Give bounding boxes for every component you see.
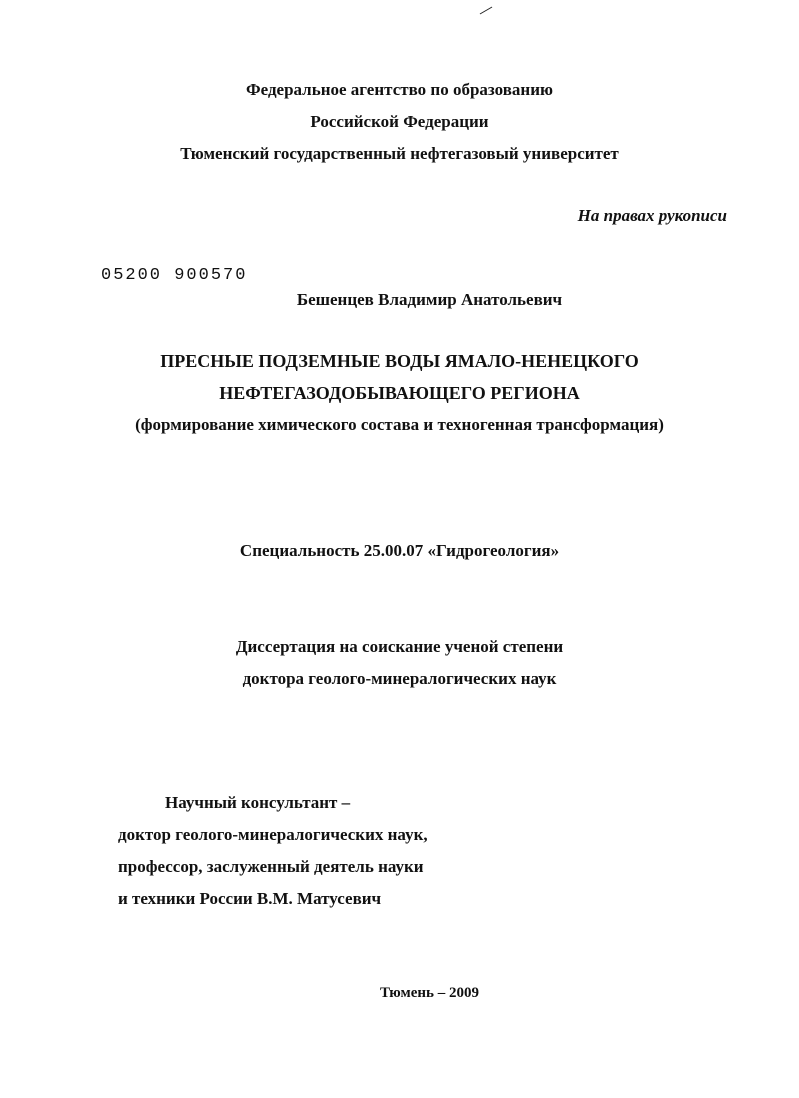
consultant-line-3: профессор, заслуженный деятель науки [118,857,424,876]
consultant-line-4: и техники России В.М. Матусевич [118,889,382,908]
dissertation-line-1: Диссертация на соискание ученой степени [235,637,564,656]
title-line-2: НЕФТЕГАЗОДОБЫВАЮЩЕГО РЕГИОНА [219,383,580,403]
title-subtitle: (формирование химического состава и техногенная трансформация) [135,415,664,434]
dissertation-line-2: доктора геолого-минералогических наук [242,669,557,688]
consultant-line-1: Научный консультант – [165,793,351,812]
university-name: Тюменский государственный нефтегазовый университет [180,144,619,163]
manuscript-note: На правах рукописи [577,206,727,225]
title-line-1: ПРЕСНЫЕ ПОДЗЕМНЫЕ ВОДЫ ЯМАЛО-НЕНЕЦКОГО [160,351,639,371]
author-name: Бешенцев Владимир Анатольевич [296,290,563,309]
specialty: Специальность 25.00.07 «Гидрогеология» [239,541,560,560]
scan-mark-top [480,7,493,15]
consultant-line-2: доктор геолого-минералогических наук, [118,825,428,844]
agency-line-2: Российской Федерации [310,112,489,131]
catalog-number: 05200 900570 [101,266,248,285]
city-year: Тюмень – 2009 [380,985,479,1001]
agency-line-1: Федеральное агентство по образованию [246,80,553,99]
